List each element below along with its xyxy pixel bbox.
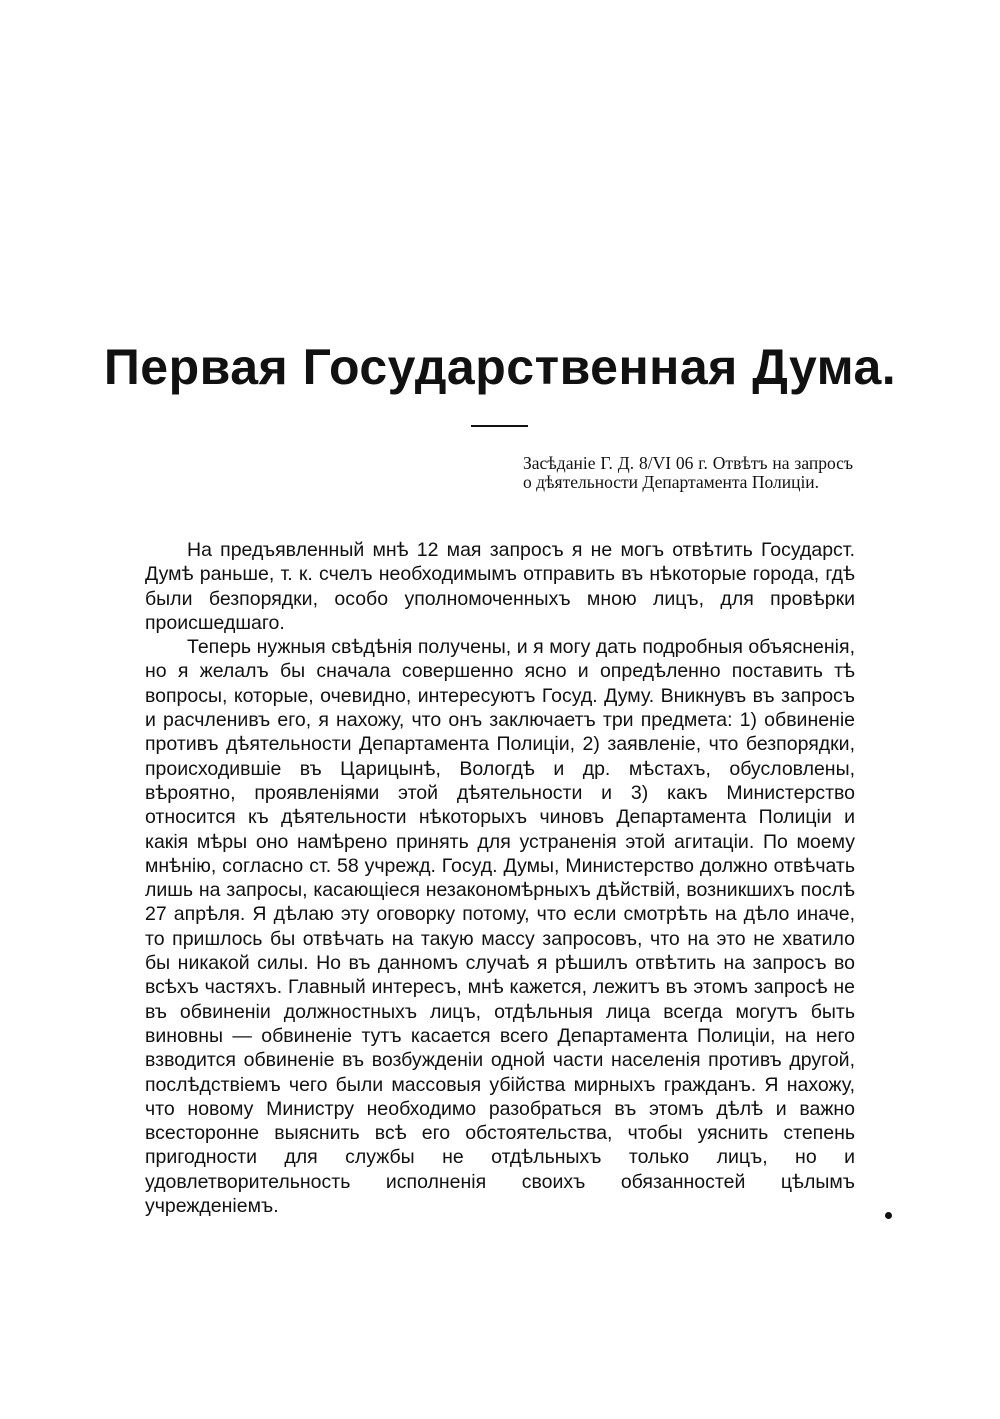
- title-divider: [471, 425, 528, 427]
- body-text: [145, 538, 855, 1218]
- paragraph: На предъявленный мнѣ 12 мая запросъ я не могъ отвѣтить Государст. Думѣ раньше, т. к. счелъ необходимымъ отправить въ нѣкоторые города, гдѣ были безпорядки, особо уполномоченныхъ мною лицъ, для провѣрки происшедшаго.: [145, 539, 855, 634]
- session-note: Засѣданіе Г. Д. 8/VI 06 г. Отвѣтъ на запросъ о дѣятельности Департамента Полиціи.: [523, 453, 853, 492]
- page-title: Первая Государственная Дума.: [103, 339, 897, 395]
- ink-dot: [885, 1212, 892, 1219]
- paragraph: Теперь нужныя свѣдѣнія получены, и я могу дать подробныя объясненія, но я желалъ бы сначала совершенно ясно и опредѣленно поставить тѣ вопросы, которые, очевидно, интересуютъ Госуд. Думу. Вникнувъ въ запросъ и расчленивъ его, я нахожу, что онъ заключаетъ три предмета: 1) обвиненіе противъ дѣятельности Департамента Полиціи, 2) заявленіе, что безпорядки, происходившіе въ Царицынѣ, Вологдѣ и др. мѣстахъ, обусловлены, вѣроятно, проявленіями этой дѣятельности и 3) какъ Министерство относится къ дѣятельности нѣкоторыхъ чиновъ Департамента Полиціи и какія мѣры оно намѣрено принять для устраненія этой агитаціи. По моему мнѣнію, согласно ст. 58 учрежд. Госуд. Думы, Министерство должно отвѣчать лишь на запросы, касающіеся незакономѣрныхъ дѣйствій, возникшихъ послѣ 27 апрѣля. Я дѣлаю эту оговорку потому, что если смотрѣть на дѣло иначе, то пришлось бы отвѣчать на такую массу запросовъ, что на это не хватило бы никакой силы. Но въ данномъ случаѣ я рѣшилъ отвѣтить на запросъ во всѣхъ частяхъ. Главный интересъ, мнѣ кажется, лежитъ въ этомъ запросѣ не въ обвиненіи должностныхъ лицъ, отдѣльныя лица всегда могутъ быть виновны — обвиненіе тутъ касается всего Департамента Полиціи, на него взводится обвиненіе въ возбужденіи одной части населенія противъ другой, послѣдствіемъ чего были массовыя убійства мирныхъ гражданъ. Я нахожу, что новому Министру необходимо разобраться въ этомъ дѣлѣ и важно всесторонне выяснить всѣ его обстоятельства, чтобы уяснить степень пригодности для службы не отдѣльныхъ только лицъ, но и удовлетворительность исполненія своихъ обязанностей цѣлымъ учрежденіемъ.: [145, 636, 855, 1218]
